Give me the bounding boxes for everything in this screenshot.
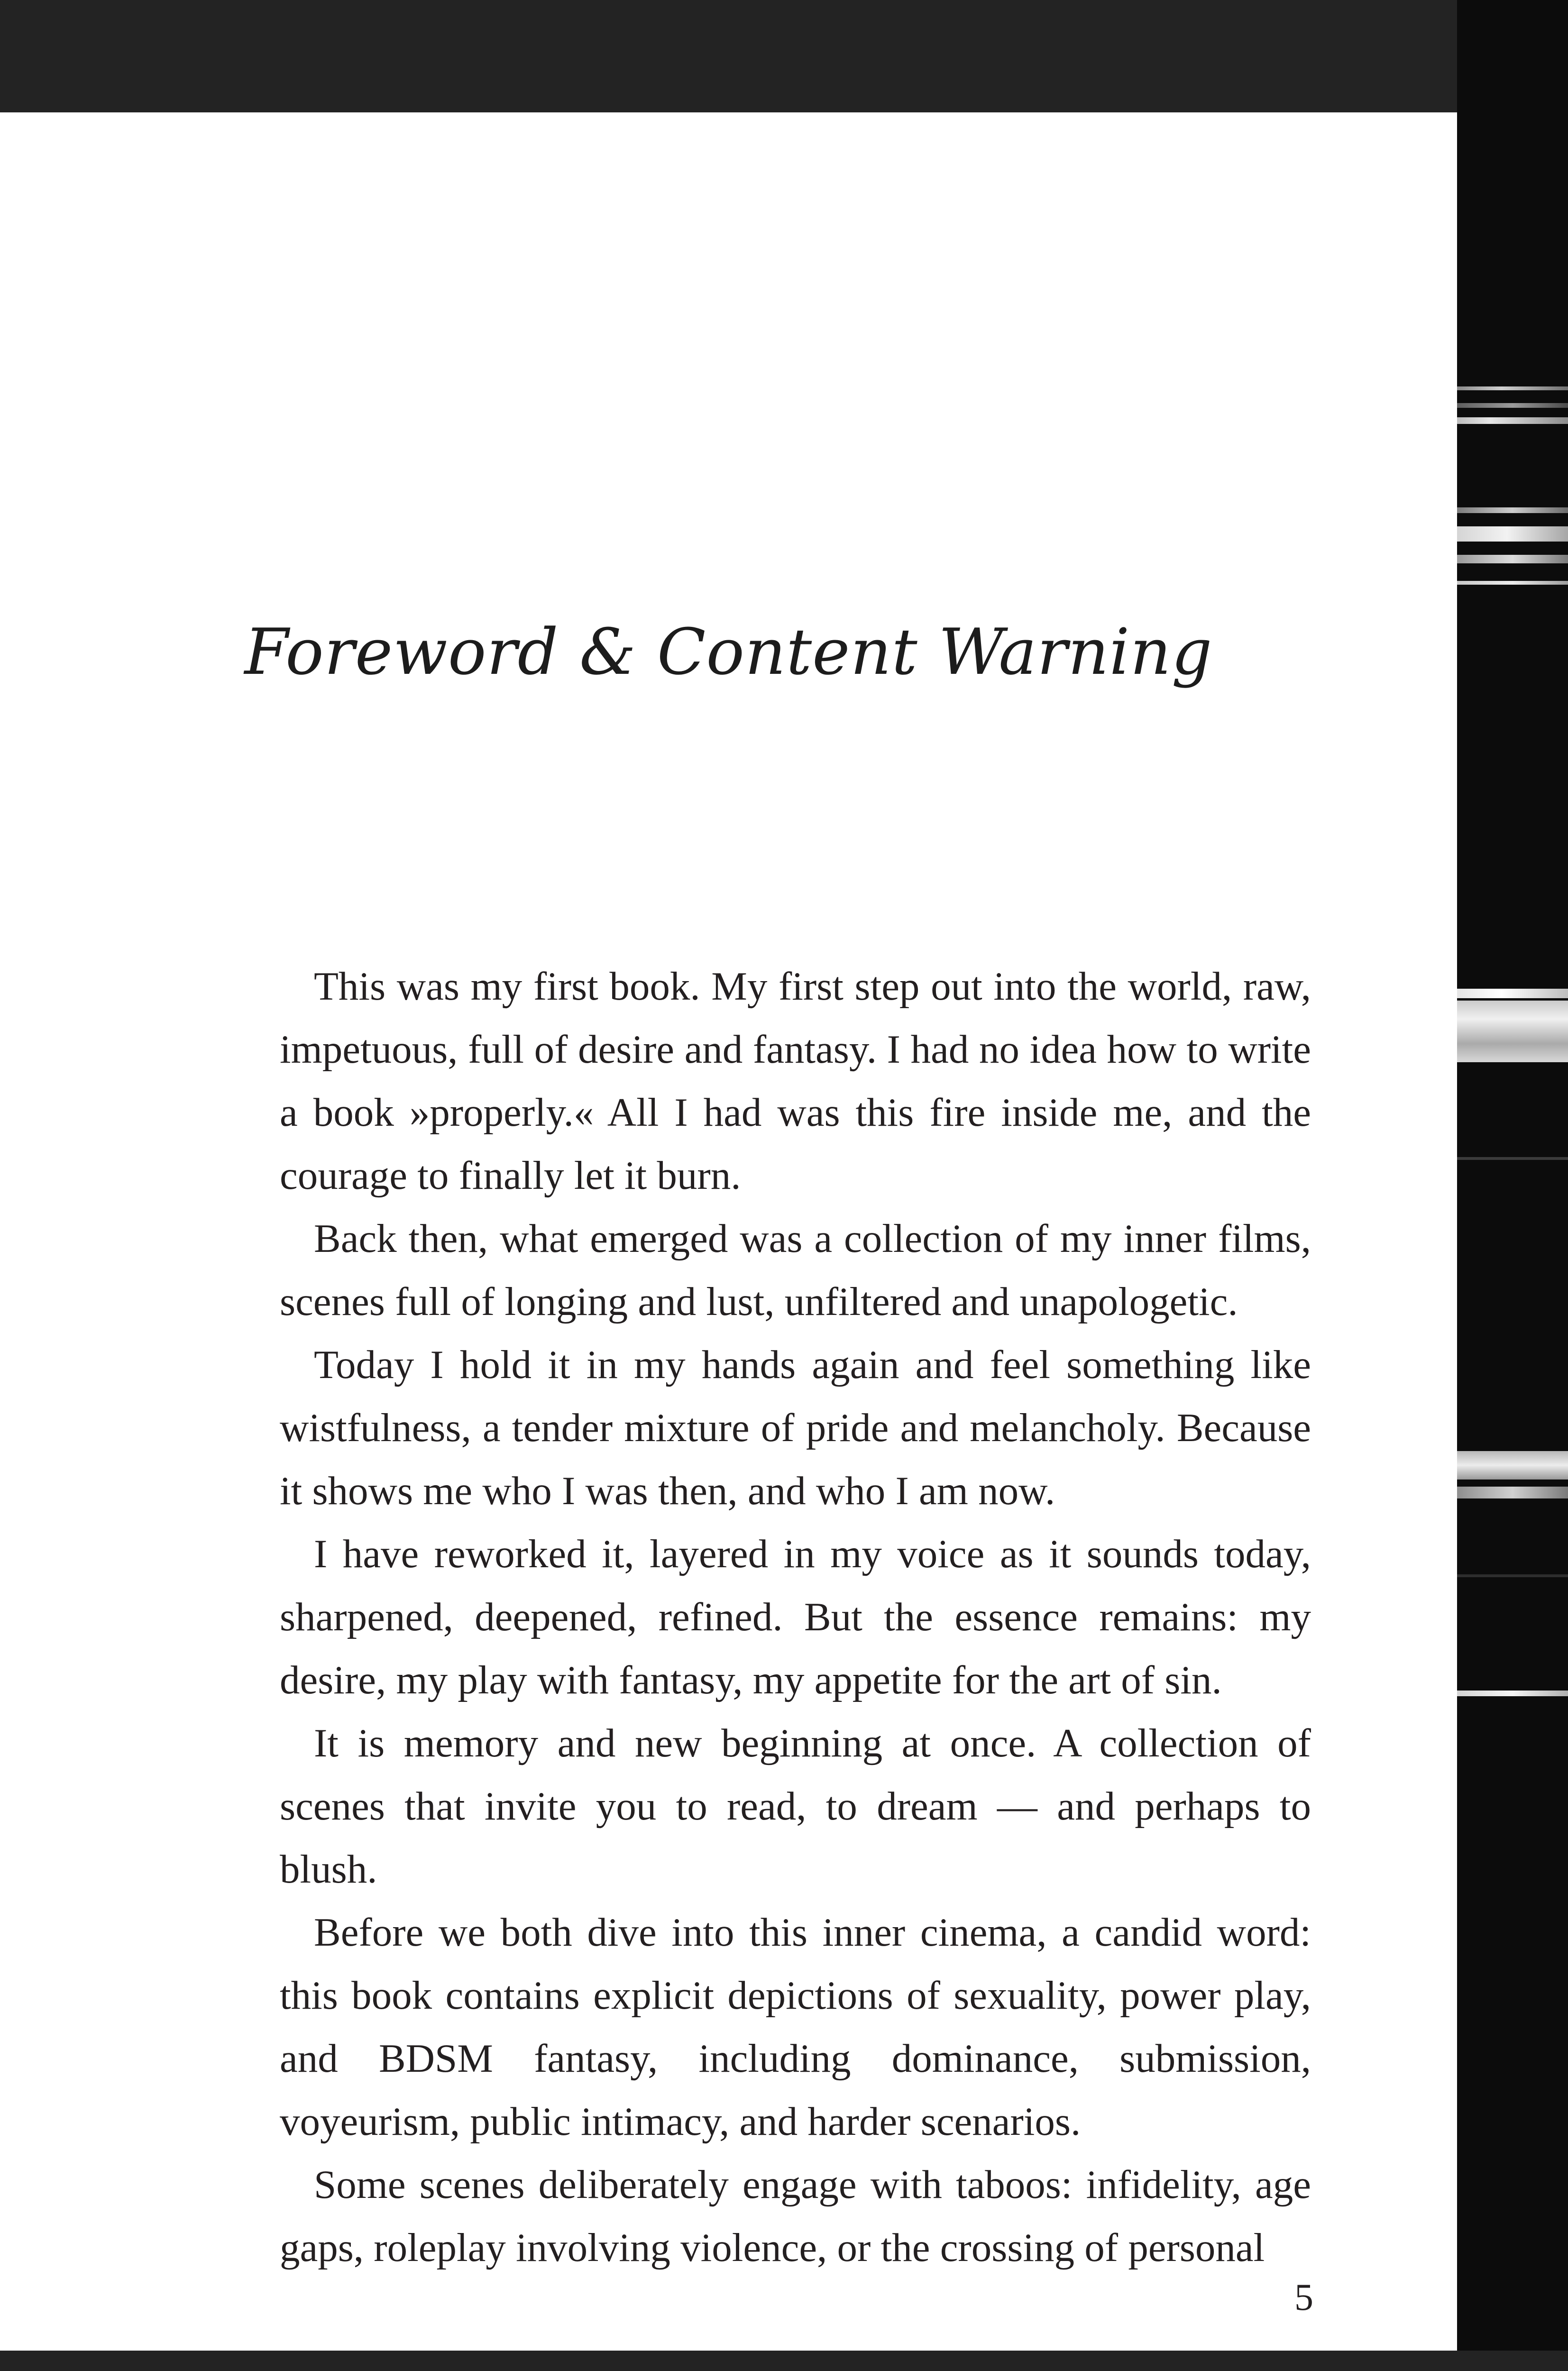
edge-streak — [1457, 1451, 1568, 1480]
edge-streak — [1457, 555, 1568, 563]
edge-streak — [1457, 581, 1568, 585]
edge-streak — [1457, 1157, 1568, 1160]
edge-streak — [1457, 417, 1568, 424]
paragraph: This was my first book. My first step out into the world, raw, impetuous, full of desire and fantasy. I had no idea how to write a book »properly.« All I had was this fire inside me, and the courage to finally let it burn. — [280, 964, 1311, 1198]
right-edge-strip — [1457, 0, 1568, 2371]
paragraph: It is memory and new beginning at once. A collection of scenes that invite you to read, to dream — and perhaps to blush. — [280, 1721, 1311, 1892]
top-dark-band — [0, 0, 1568, 112]
bottom-dark-band — [0, 2351, 1568, 2371]
edge-streak — [1457, 403, 1568, 408]
page-number: 5 — [1294, 2277, 1313, 2318]
paragraph: Back then, what emerged was a collection of my inner films, scenes full of longing and lust, unfiltered and unapologetic. — [280, 1216, 1311, 1324]
edge-streak — [1457, 526, 1568, 542]
edge-streak — [1457, 507, 1568, 513]
paragraph: Some scenes deliberately engage with taboos: infidelity, age gaps, roleplay involving violence, or the crossing of personal — [280, 2162, 1311, 2270]
edge-streak — [1457, 386, 1568, 390]
paragraph: Today I hold it in my hands again and feel something like wistfulness, a tender mixture of pride and melancholy. Because it shows me who I was then, and who I am now. — [280, 1342, 1311, 1513]
chapter-title: Foreword & Content Warning — [244, 615, 1213, 689]
paragraph: I have reworked it, layered in my voice as it sounds today, sharpened, deepened, refined. But the essence remains: my desire, my play with fantasy, my appetite for the art of sin. — [280, 1532, 1311, 1702]
edge-streak — [1457, 1574, 1568, 1577]
edge-streak — [1457, 989, 1568, 998]
body-text — [280, 955, 1311, 2279]
edge-streak — [1457, 1001, 1568, 1062]
paragraph: Before we both dive into this inner cinema, a candid word: this book contains explicit depictions of sexuality, power play, and BDSM fantasy, including dominance, submission, voyeurism, public intimacy, and harder scenarios. — [280, 1910, 1311, 2144]
edge-streak — [1457, 1487, 1568, 1498]
edge-streak — [1457, 1691, 1568, 1696]
